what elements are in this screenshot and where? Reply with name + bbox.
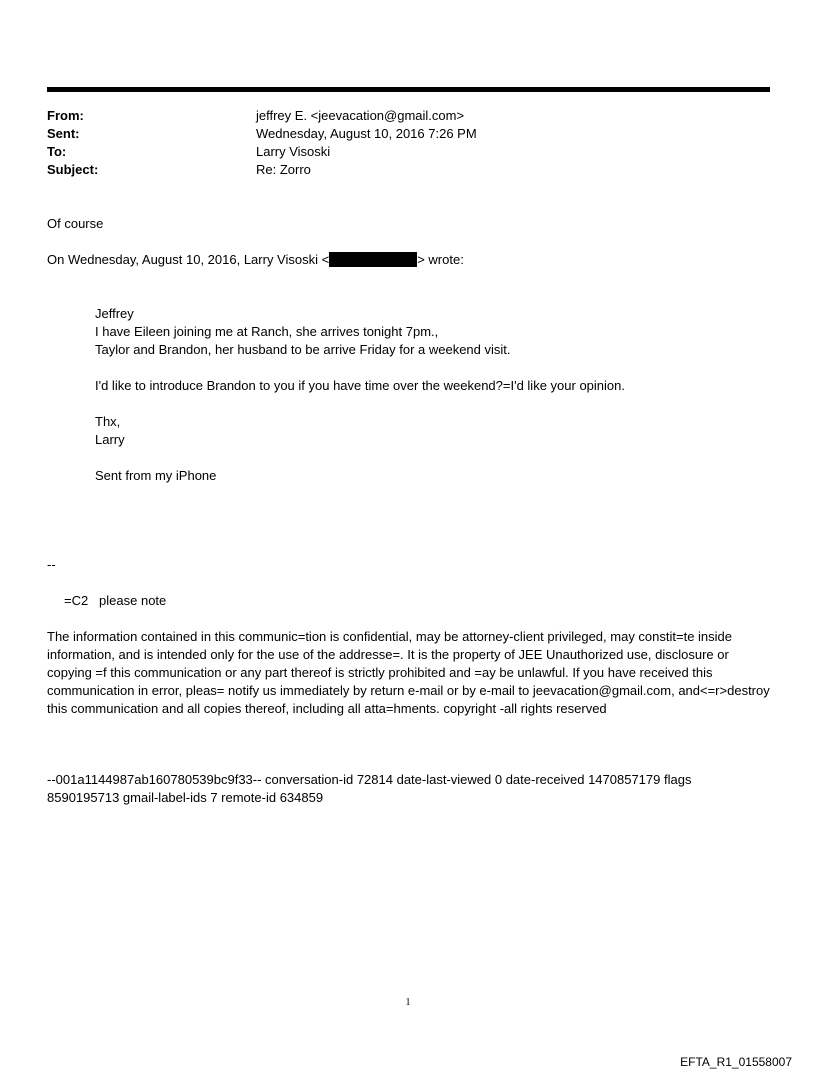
signature-separator: -- — [47, 557, 56, 572]
document-id: EFTA_R1_01558007 — [680, 1055, 792, 1069]
quoted-sent-from: Sent from my iPhone — [95, 468, 217, 483]
page-number: 1 — [405, 997, 411, 1008]
to-value: Larry Visoski — [256, 144, 331, 159]
redaction-block — [329, 252, 417, 267]
quote-attribution — [47, 251, 464, 269]
to-label: To: — [47, 144, 67, 159]
subject-value: Re: Zorro — [256, 162, 311, 177]
to-row — [47, 143, 477, 161]
please-note: =C2 please note — [64, 593, 167, 608]
attribution-after: > wrote: — [417, 252, 464, 267]
sent-row — [47, 125, 477, 143]
quoted-name: Larry — [95, 432, 125, 447]
from-row — [47, 107, 477, 125]
quoted-line-2: Taylor and Brandon, her husband to be arrive Friday for a weekend visit. — [95, 342, 511, 357]
sent-value: Wednesday, August 10, 2016 7:26 PM — [256, 126, 477, 141]
quoted-line-1: I have Eileen joining me at Ranch, she arrives tonight 7pm., — [95, 324, 439, 339]
message-metadata: --001a1144987ab160780539bc9f33-- conversation-id 72814 date-last-viewed 0 date-received 1470857179 flags 8590195713 gmail-label-ids 7 remote-id 634859 — [47, 772, 692, 805]
from-value: jeffrey E. <jeevacation@gmail.com> — [256, 108, 465, 123]
from-label: From: — [47, 108, 84, 123]
attribution-before: On Wednesday, August 10, 2016, Larry Visoski < — [47, 252, 330, 267]
email-header — [47, 107, 477, 179]
quoted-greeting: Jeffrey — [95, 306, 134, 321]
subject-row — [47, 161, 477, 179]
sent-label: Sent: — [47, 126, 80, 141]
header-divider — [47, 87, 770, 92]
quoted-line-3: I'd like to introduce Brandon to you if you have time over the weekend?=I'd like your opinion. — [95, 378, 625, 393]
subject-label: Subject: — [47, 162, 99, 177]
quoted-signoff: Thx, — [95, 414, 121, 429]
disclaimer-text: The information contained in this communic=tion is confidential, may be attorney-client privileged, may constit=te inside information, and is intended only for the use of the addresse=. It is the property of JEE Unauthorized use, disclosure or copying =f this communication or any part thereof is strictly prohibited and =ay be unlawful. If you have received this communication in error, pleas= notify us immediately by return e-mail or by e-mail to jeevacation@gmail.com, and<=r>destroy this communication and all copies thereof, including all atta=hments. copyright -all rights reserved — [47, 629, 770, 716]
reply-text: Of course — [47, 216, 104, 231]
